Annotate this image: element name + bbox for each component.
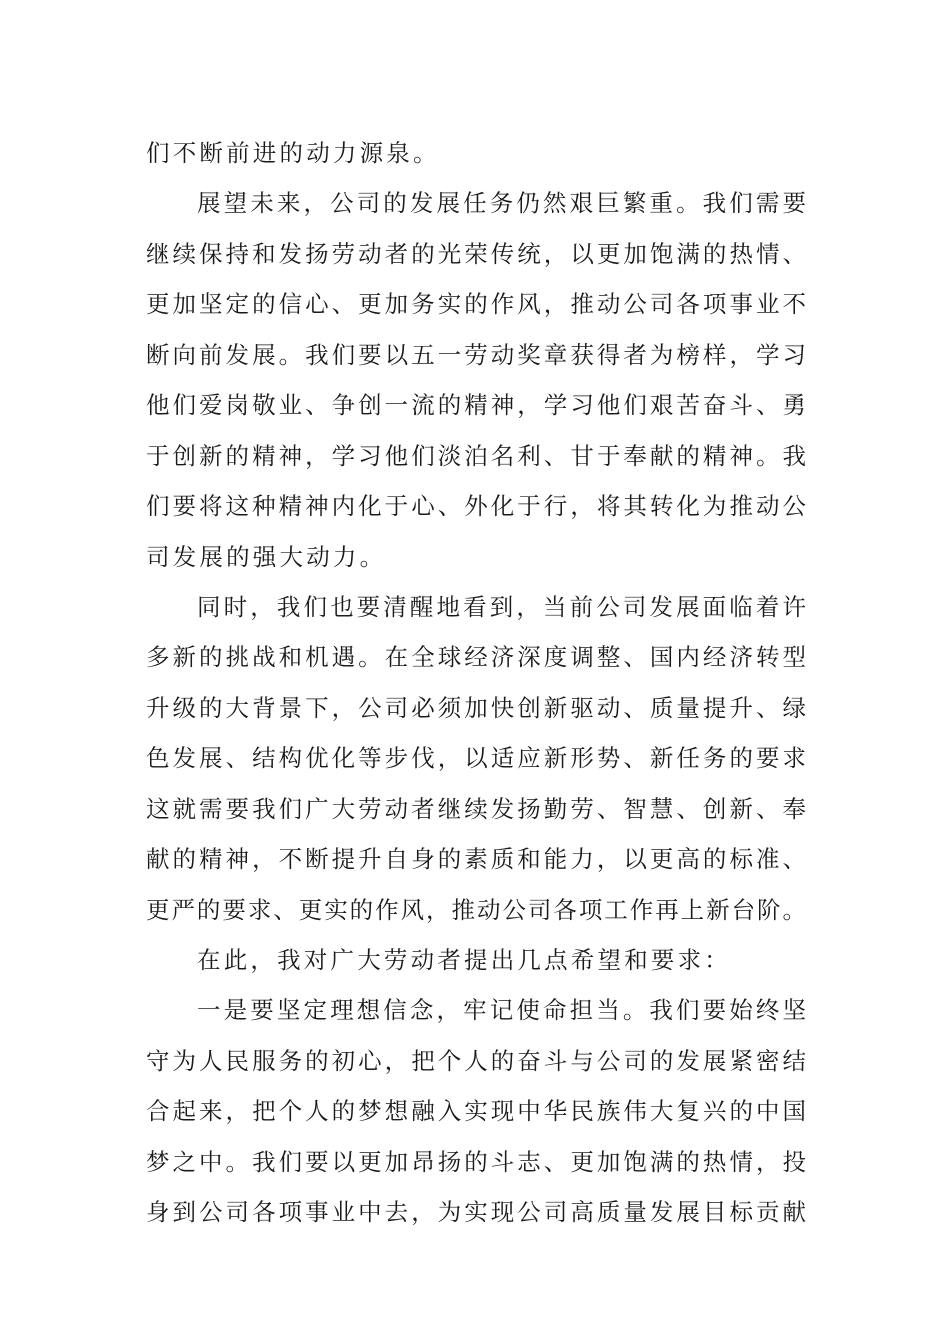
text-line: 献的精神，不断提升自身的素质和能力，以更高的标准、 — [146, 845, 806, 874]
document-body — [146, 128, 806, 1238]
text-line: 身到公司各项事业中去，为实现公司高质量发展目标贡献 — [146, 1198, 806, 1227]
text-line: 断向前发展。我们要以五一劳动奖章获得者为榜样，学习 — [146, 340, 806, 369]
text-line: 升级的大背景下，公司必须加快创新驱动、质量提升、绿 — [146, 693, 806, 722]
text-line: 梦之中。我们要以更加昂扬的斗志、更加饱满的热情，投 — [146, 1147, 806, 1176]
text-line: 们要将这种精神内化于心、外化于行，将其转化为推动公 — [146, 492, 806, 521]
text-line: 这就需要我们广大劳动者继续发扬勤劳、智慧、创新、奉 — [146, 794, 806, 823]
text-line: 在此，我对广大劳动者提出几点希望和要求： — [197, 946, 731, 974]
text-line: 于创新的精神，学习他们淡泊名利、甘于奉献的精神。我 — [146, 441, 806, 470]
text-line: 一是要坚定理想信念，牢记使命担当。我们要始终坚 — [197, 996, 806, 1025]
text-line: 更严的要求、更实的作风，推动公司各项工作再上新台阶。 — [146, 895, 806, 924]
text-line: 同时，我们也要清醒地看到，当前公司发展面临着许 — [197, 592, 806, 621]
text-line: 继续保持和发扬劳动者的光荣传统，以更加饱满的热情、 — [146, 239, 806, 268]
text-line: 合起来，把个人的梦想融入实现中华民族伟大复兴的中国 — [146, 1097, 806, 1126]
text-line: 们不断前进的动力源泉。 — [146, 139, 440, 167]
text-line: 多新的挑战和机遇。在全球经济深度调整、国内经济转型 — [146, 643, 806, 672]
text-line: 色发展、结构优化等步伐，以适应新形势、新任务的要求 — [146, 744, 806, 773]
text-line: 展望未来，公司的发展任务仍然艰巨繁重。我们需要 — [197, 189, 806, 218]
text-line: 司发展的强大动力。 — [146, 542, 387, 571]
text-line: 更加坚定的信心、更加务实的作风，推动公司各项事业不 — [146, 290, 806, 319]
text-line: 他们爱岗敬业、争创一流的精神，学习他们艰苦奋斗、勇 — [146, 391, 806, 420]
text-line: 守为人民服务的初心，把个人的奋斗与公司的发展紧密结 — [146, 1046, 806, 1075]
